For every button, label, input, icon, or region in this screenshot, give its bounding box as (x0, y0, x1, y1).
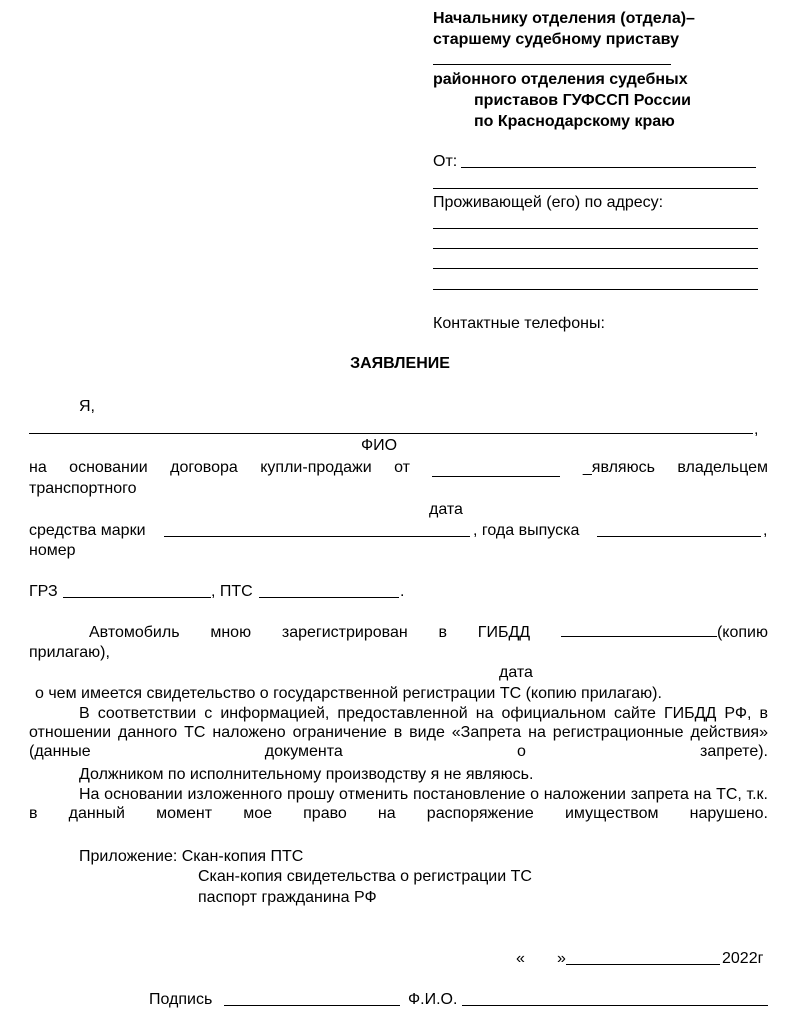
from-blank-2 (433, 188, 758, 189)
pts-period: . (400, 583, 405, 600)
signature-blank (224, 1005, 400, 1006)
addressee-line-3: районного отделения судебных (433, 71, 688, 88)
date-caption-2: дата (499, 664, 533, 681)
applicant-name-blank (29, 433, 753, 434)
number-label: номер (29, 542, 76, 559)
contract-date-blank (432, 462, 560, 477)
paragraph-request: На основании изложенного прошу отменить постановление о наложении запрета на ТС, т.к. в данный момент мое право на распоряжение имуществом нарушено. (29, 786, 768, 822)
document-title: ЗАЯВЛЕНИЕ (350, 355, 450, 372)
contract-line (29, 458, 768, 477)
pts-label: , ПТС (211, 583, 253, 600)
registration-word: в (438, 624, 447, 641)
contract-word: купли-продажи (260, 459, 372, 476)
address-blank-3 (433, 268, 758, 269)
address-label: Проживающей (его) по адресу: (433, 194, 664, 211)
applicant-intro: Я, (79, 398, 95, 415)
date-quote-close: » (557, 950, 566, 967)
addressee-line-4: приставов ГУФССП России (474, 92, 692, 109)
addressee-line-5: по Краснодарскому краю (474, 113, 675, 130)
pts-blank (259, 597, 399, 598)
fio-footer-label: Ф.И.О. (408, 991, 458, 1008)
address-blank-4 (433, 289, 758, 290)
registration-word: ГИБДД (477, 624, 531, 641)
phones-label: Контактные телефоны: (433, 315, 605, 332)
addressee-line-2: старшему судебному приставу (433, 31, 679, 48)
address-blank-1 (433, 228, 758, 229)
brand-label: средства марки (29, 522, 146, 539)
registration-date-group (561, 622, 768, 642)
copy-close: прилагаю), (29, 644, 110, 661)
date-blank (566, 964, 720, 965)
registration-line (89, 622, 768, 642)
from-blank-1 (461, 167, 756, 168)
year-comma: , (763, 522, 768, 539)
transport-word: транспортного (29, 480, 137, 497)
from-label: От: (433, 153, 458, 170)
contract-word: договора (170, 459, 238, 476)
contract-word: на (29, 459, 47, 476)
paragraph-not-debtor: Должником по исполнительному производству я не являюсь. (79, 766, 534, 783)
year-blank (597, 536, 761, 537)
fio-caption: ФИО (361, 437, 398, 454)
grz-label: ГРЗ (29, 583, 58, 600)
registration-word: Автомобиль (89, 624, 180, 641)
owner-word: владельцем (677, 459, 768, 476)
grz-blank (63, 597, 211, 598)
registration-word: зарегистрирован (281, 624, 408, 641)
attachment-item-2: Скан-копия свидетельства о регистрации ТС (198, 868, 532, 885)
year-label: , года выпуска (473, 522, 580, 539)
contract-word: основании (69, 459, 148, 476)
registration-date-blank (561, 622, 717, 637)
brand-blank (164, 536, 470, 537)
addressee-line-1: Начальнику отделения (отдела)– (433, 10, 695, 27)
copy-open: (копию (716, 624, 768, 641)
addressee-name-blank (433, 64, 671, 65)
fio-footer-blank (462, 1005, 768, 1006)
signature-label: Подпись (149, 991, 213, 1008)
applicant-comma: , (754, 421, 759, 438)
date-year: 2022г (722, 950, 764, 967)
address-blank-2 (433, 248, 758, 249)
contract-word: от (394, 459, 410, 476)
date-quote-open: « (516, 950, 525, 967)
date-caption-1: дата (429, 501, 463, 518)
owner-word: _являюсь (582, 459, 655, 476)
registration-word: мною (210, 624, 252, 641)
attachments-label: Приложение: Скан-копия ПТС (79, 848, 304, 865)
paragraph-restriction: В соответствии с информацией, предоставленной на официальном сайте ГИБДД РФ, в отношении данного ТС наложено ограничение в виде «Запрета на регистрационные действия» (данные документа о запрете). (29, 705, 768, 760)
certificate-line: о чем имеется свидетельство о государственной регистрации ТС (копию прилагаю). (35, 685, 662, 702)
attachment-item-3: паспорт гражданина РФ (198, 889, 377, 906)
